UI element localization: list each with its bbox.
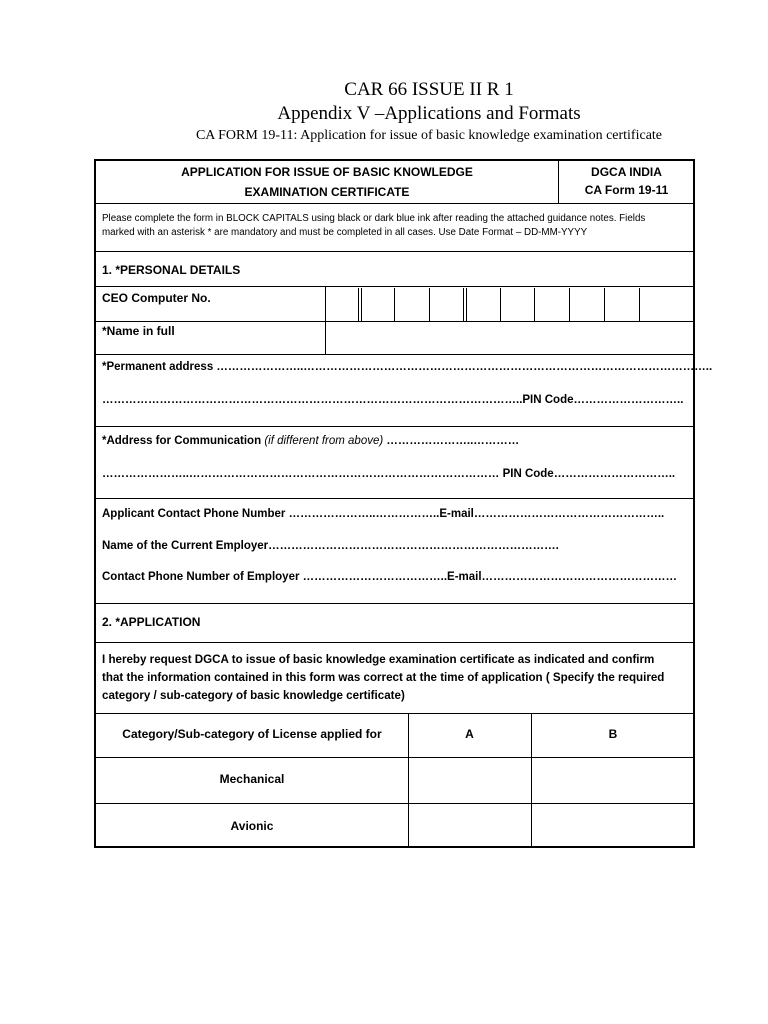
digit-box[interactable] <box>358 288 359 321</box>
digit-box[interactable] <box>394 288 395 321</box>
avionic-a-cell[interactable] <box>409 804 531 847</box>
table-col-a: A <box>465 727 474 741</box>
digit-box[interactable] <box>534 288 535 321</box>
digit-box[interactable] <box>466 288 467 321</box>
ceo-label: CEO Computer No. <box>102 291 211 305</box>
permanent-address-field[interactable]: *Permanent address …………………..…………………………………………………………………………………………….. <box>102 361 713 373</box>
table-row-label: Mechanical <box>219 772 285 786</box>
digit-box[interactable] <box>361 288 362 321</box>
table-col-header: Category/Sub-category of License applied for <box>122 727 382 741</box>
mechanical-b-cell[interactable] <box>532 758 695 803</box>
form-subtitle: CA FORM 19-11: Application for issue of basic knowledge examination certificate <box>195 128 663 143</box>
digit-box[interactable] <box>463 288 464 321</box>
digit-box[interactable] <box>639 288 640 321</box>
instructions-line1: Please complete the form in BLOCK CAPITALS using black or dark blue ink after reading the attached guidance notes. Fields <box>102 213 646 224</box>
divider <box>96 354 693 355</box>
comm-address-field[interactable]: *Address for Communication (if different from above) …………………..………… <box>102 435 520 447</box>
request-line2: that the information contained in this form was correct at the time of application ( Specify the required <box>102 671 665 684</box>
document-ref: CAR 66 ISSUE II R 1 <box>344 79 514 100</box>
divider <box>96 498 693 499</box>
request-line1: I hereby request DGCA to issue of basic knowledge examination certificate as indicated and confirm <box>102 653 655 666</box>
divider <box>96 426 693 427</box>
authority-line2: CA Form 19-11 <box>584 183 669 197</box>
form-title-line1: APPLICATION FOR ISSUE OF BASIC KNOWLEDGE <box>181 165 473 179</box>
divider <box>96 203 693 204</box>
table-col-b: B <box>608 727 618 741</box>
digit-box[interactable] <box>500 288 501 321</box>
digit-box[interactable] <box>569 288 570 321</box>
employer-phone-field[interactable]: Contact Phone Number of Employer ………………………………..E-mail…………………………………………… <box>102 571 678 583</box>
avionic-b-cell[interactable] <box>532 804 695 847</box>
appendix-title: Appendix V –Applications and Formats <box>277 103 581 124</box>
name-field[interactable] <box>326 322 695 354</box>
applicant-phone-field[interactable]: Applicant Contact Phone Number …………………..……………..E-mail………………………………………….. <box>102 508 665 520</box>
authority-line1: DGCA INDIA <box>591 165 662 179</box>
digit-box[interactable] <box>429 288 430 321</box>
digit-box[interactable] <box>604 288 605 321</box>
section2-heading: 2. *APPLICATION <box>102 615 201 629</box>
mechanical-a-cell[interactable] <box>409 758 531 803</box>
form-title-line2: EXAMINATION CERTIFICATE <box>244 185 410 199</box>
divider <box>96 603 693 604</box>
divider <box>96 286 693 287</box>
application-form <box>94 159 713 848</box>
request-line3: category / sub-category of basic knowledge certificate) <box>102 689 405 702</box>
name-label: *Name in full <box>102 324 175 338</box>
table-row-label: Avionic <box>230 819 274 833</box>
instructions-line2: marked with an asterisk * are mandatory and must be completed in all cases. Use Date Format – DD-MM-YYYY <box>102 227 588 238</box>
comm-address-line2[interactable]: …………………..……………………………………………………………………… PIN Code………………………….. <box>102 468 676 480</box>
divider <box>96 251 693 252</box>
section1-heading: 1. *PERSONAL DETAILS <box>102 263 241 277</box>
divider <box>96 713 693 714</box>
permanent-address-line2[interactable]: ………………………………………………………………………………………………..PIN Code……………………….. <box>102 394 684 406</box>
divider <box>96 642 693 643</box>
employer-name-field[interactable]: Name of the Current Employer…………………………………………………………………. <box>102 540 559 552</box>
